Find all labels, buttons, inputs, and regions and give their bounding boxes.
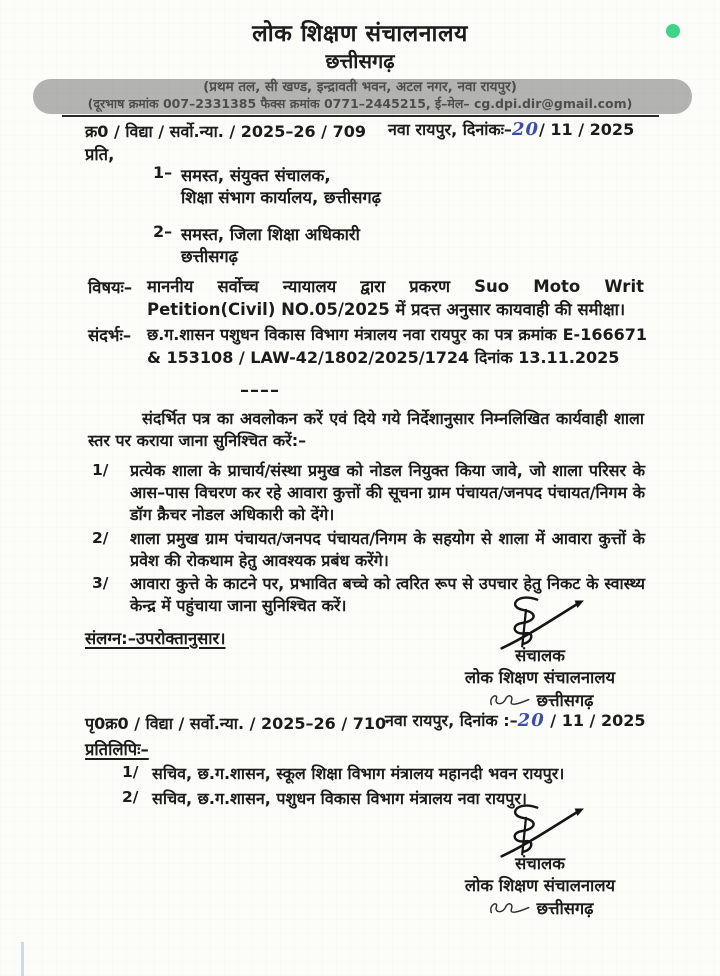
reference-text: छ.ग.शासन पशुधन विकास विभाग मंत्रालय नवा रायपुर का पत्र क्रमांक E-166671 & 153108 / LAW-42/1802/2025/1724 दिनांक 13.11.2025 bbox=[147, 325, 647, 367]
signatory-designation: संचालक bbox=[515, 646, 565, 665]
salutation: प्रति, bbox=[85, 145, 115, 164]
signatory-2-state: छत्तीसगढ़ bbox=[536, 899, 594, 918]
addressee-2-number: 2– bbox=[153, 222, 173, 241]
copy-1-number: 1/ bbox=[122, 763, 139, 781]
point-1-text: प्रत्येक शाला के प्राचार्य/संस्था प्रमुख को नोडल नियुक्त किया जावे, जो शाला परिसर के आस–पास विचरण कर रहे आवारा कुत्तों की सूचना ग्राम पंचायत/जनपद पंचायत/निगम के डॉग क्रैचर नोडल अधिकारी को देंगे। bbox=[130, 461, 645, 524]
endorsement-date-prefix: नवा रायपुर, दिनांक :– bbox=[385, 711, 518, 730]
copy-1-text: सचिव, छ.ग.शासन, स्कूल शिक्षा विभाग मंत्रालय महानदी भवन रायपुर। bbox=[152, 764, 565, 783]
point-3-number: 3/ bbox=[92, 574, 109, 592]
letter-place-date bbox=[388, 118, 634, 140]
subject-text: माननीय सर्वोच्च न्यायालय द्वारा प्रकरण Suo Moto Writ Petition(Civil) NO.05/2025 में प्रदत्त अनुसार कायवाही की समीक्षा। bbox=[147, 277, 644, 319]
addressee-2-line2: छत्तीसगढ़ bbox=[181, 247, 238, 266]
gray-highlight-redaction-bar bbox=[33, 79, 692, 114]
point-2-number: 2/ bbox=[92, 529, 109, 547]
addressee-1-number: 1– bbox=[153, 163, 173, 182]
place-date-prefix: नवा रायपुर, दिनांकः– bbox=[388, 120, 512, 139]
endorsement-ref-number: पृ0क्र0 / विद्या / सर्वो.न्या. / 2025–26 / 710 bbox=[85, 714, 387, 733]
reference-label: संदर्भः– bbox=[88, 326, 132, 345]
handwritten-date-day-2: 20 bbox=[517, 710, 545, 731]
director-signature-2-icon bbox=[488, 802, 592, 860]
addressee-2-line1: समस्त, जिला शिक्षा अधिकारी bbox=[181, 225, 360, 244]
signature-block-2 bbox=[425, 802, 655, 920]
subject-label: विषयः– bbox=[88, 278, 133, 297]
initials-scribble-icon bbox=[487, 691, 533, 711]
addressee-1-line2: शिक्षा संभाग कार्यालय, छत्तीसगढ़ bbox=[181, 188, 381, 207]
point-3-text: आवारा कुत्ते के काटने पर, प्रभावित बच्चे को त्वरित रूप से उपचार हेतु निकट के स्वास्थ्य केन्द्र में पहुंचाया जाना सुनिश्चित करें। bbox=[130, 574, 645, 615]
endorsement-date-rest: / 11 / 2025 bbox=[544, 711, 646, 730]
point-1-number: 1/ bbox=[92, 461, 109, 479]
body-intro-paragraph: संदर्भित पत्र का अवलोकन करें एवं दिये गये निर्देशानुसार निम्नलिखित कार्यवाही शाला स्तर पर कराया जाना सुनिश्चित करें:– bbox=[88, 409, 644, 450]
letterhead-state: छत्तीसगढ़ bbox=[325, 49, 395, 73]
signatory-state: छत्तीसगढ़ bbox=[536, 691, 594, 710]
endorsement-place-date bbox=[385, 709, 646, 731]
copy-to-label: प्रतिलिपिः– bbox=[85, 740, 149, 759]
signatory-2-designation: संचालक bbox=[515, 854, 565, 873]
initials-scribble-2-icon bbox=[487, 899, 533, 919]
letterhead-org-name: लोक शिक्षण संचालनालय bbox=[252, 21, 468, 47]
point-2-text: शाला प्रमुख ग्राम पंचायत/जनपद पंचायत/निगम के सहयोग से शाला में आवारा कुत्तों के प्रवेश की रोकथाम हेतु आवश्यक प्रबंध करेंगे। bbox=[130, 529, 645, 570]
enclosure-note: संलग्न:–उपरोक्तानुसार। bbox=[85, 629, 226, 648]
copy-2-text: सचिव, छ.ग.शासन, पशुधन विकास विभाग मंत्रालय नवा रायपुर। bbox=[152, 789, 527, 808]
section-separator-dashes: –––– bbox=[240, 380, 280, 401]
place-date-rest: / 11 / 2025 bbox=[539, 120, 635, 139]
addressee-1-line1: समस्त, संयुक्त संचालक, bbox=[181, 166, 331, 185]
director-signature-icon bbox=[488, 594, 592, 652]
header-divider-line bbox=[62, 115, 659, 117]
handwritten-date-day: 20 bbox=[511, 119, 539, 140]
scan-artifact-mark bbox=[21, 942, 24, 976]
signature-block-1 bbox=[425, 594, 655, 712]
letter-ref-number: क्र0 / विद्या / सर्वो.न्या. / 2025–26 / 709 bbox=[85, 122, 366, 141]
signatory-2-org: लोक शिक्षण संचालनालय bbox=[464, 876, 616, 895]
copy-2-number: 2/ bbox=[122, 788, 139, 806]
signatory-org: लोक शिक्षण संचालनालय bbox=[464, 668, 616, 687]
